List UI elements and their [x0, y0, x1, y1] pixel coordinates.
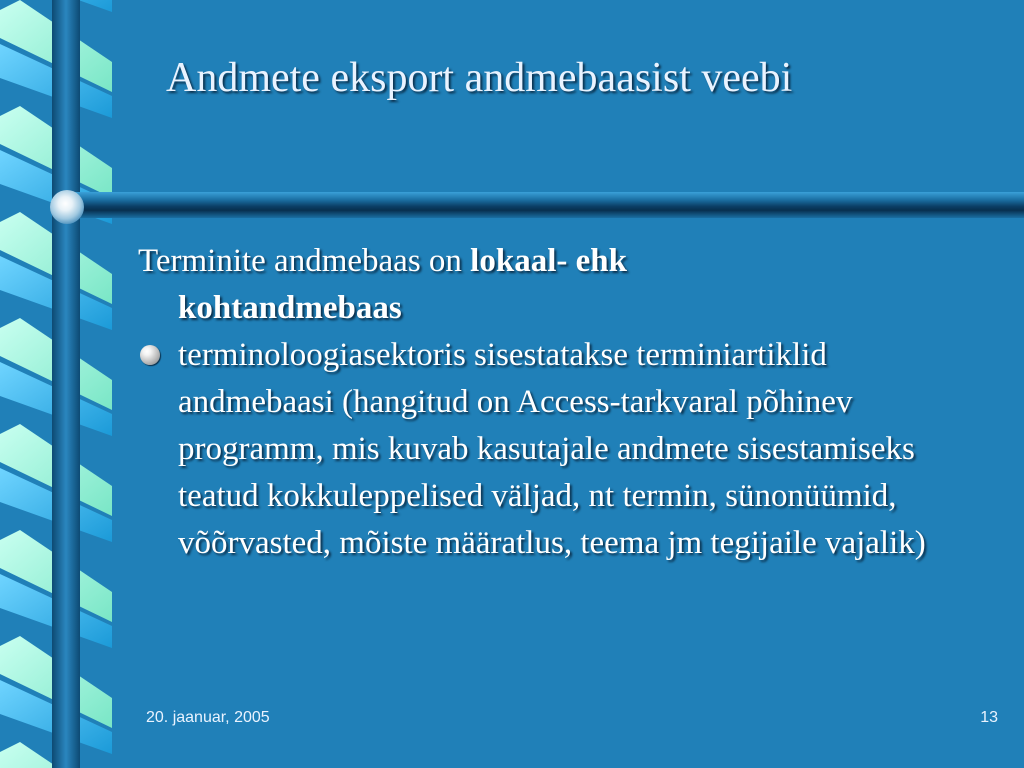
decorative-ribbon — [0, 0, 112, 768]
slide-title: Andmete eksport andmebaasist veebi — [166, 55, 793, 101]
intro-bold-text-1: lokaal- ehk — [470, 243, 627, 279]
intro-text: Terminite andmebaas on — [138, 243, 471, 279]
bullet-text: terminoloogiasektoris sisestatakse terminiartiklid andmebaasi (hangitud on Access-tarkvaral põhinev programm, mis kuvab kasutajale andmete sisestamiseks teatud kokkuleppelised väljad, nt termin, sünonüümid, võõrvasted, mõiste määratlus, teema jm tegijaile vajalik) — [178, 337, 926, 561]
slide-number: 13 — [980, 709, 998, 726]
slide-body — [138, 238, 988, 567]
divider-knob — [50, 190, 84, 224]
round-bullet-icon — [140, 345, 160, 365]
bullet-item — [138, 332, 988, 567]
intro-paragraph — [138, 238, 988, 332]
title-divider-bar — [60, 192, 1024, 218]
footer-date: 20. jaanuar, 2005 — [146, 709, 270, 726]
intro-bold-text-2: kohtandmebaas — [178, 290, 402, 326]
